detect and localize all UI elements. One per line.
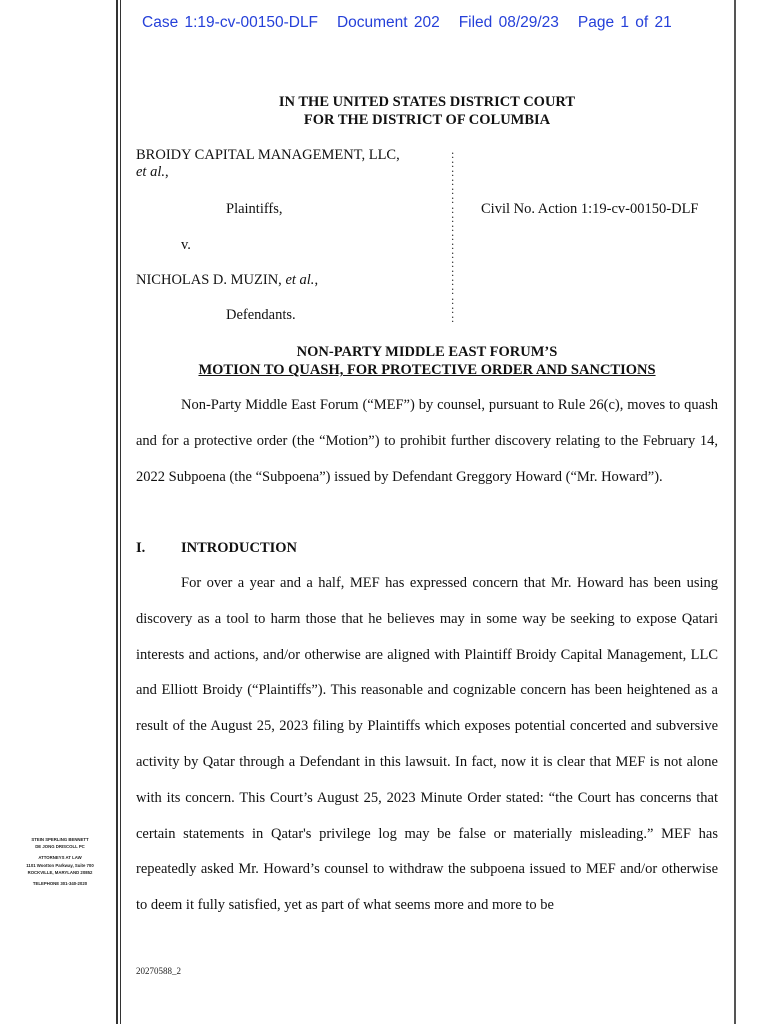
court-name-line2: FOR THE DISTRICT OF COLUMBIA <box>303 112 551 128</box>
versus: v. <box>181 237 191 253</box>
case-number: Case 1:19-cv-00150-DLF <box>142 14 319 31</box>
law-firm-block <box>14 836 106 887</box>
plaintiff-name: BROIDY CAPITAL MANAGEMENT, LLC, <box>136 147 400 163</box>
court-name-line1: IN THE UNITED STATES DISTRICT COURT <box>278 94 576 110</box>
left-margin-rule <box>116 0 118 1024</box>
document-number: Document 202 <box>336 14 440 31</box>
firm-telephone: TELEPHONE 301-340-2020 <box>32 881 88 887</box>
firm-address: 1101 Wootton Parkway, Suite 700 <box>26 862 94 868</box>
firm-name: STEIN SPERLING BENNETT <box>31 837 89 842</box>
left-margin-rule-inner <box>120 0 121 1024</box>
filed-date: Filed 08/29/23 <box>458 14 559 31</box>
defendants-label: Defendants. <box>226 307 296 323</box>
firm-attorneys: ATTORNEYS AT LAW <box>38 855 82 861</box>
plaintiff-et-al: et al., <box>136 164 169 180</box>
motion-title-line2: MOTION TO QUASH, FOR PROTECTIVE ORDER AND SANCTIONS <box>198 362 656 378</box>
firm-name-2: DE JONG DRISCOLL PC <box>35 844 85 850</box>
caption-colon-divider: : : : : : : : : : : : : : : : : : : : <box>451 147 455 325</box>
plaintiffs-label: Plaintiffs, <box>226 201 283 217</box>
page-count: Page 1 of 21 <box>577 14 672 31</box>
firm-city: ROCKVILLE, MARYLAND 20852 <box>27 869 93 875</box>
intro-paragraph: Non-Party Middle East Forum (“MEF”) by counsel, pursuant to Rule 26(c), moves to quash and for a protective order (the “Motion”) to prohibit further discovery relating to the February 14, 2022 Subpoena (the “Subpoena”) issued by Defendant Greggory Howard (“Mr. Howard”). <box>136 397 718 485</box>
civil-action-number: Civil No. Action 1:19-cv-00150-DLF <box>481 201 699 217</box>
defendant-name: NICHOLAS D. MUZIN, et al., <box>136 272 319 288</box>
document-id: 20270588_2 <box>136 966 181 976</box>
section-heading: INTRODUCTION <box>181 540 298 556</box>
right-margin-rule <box>734 0 736 1024</box>
section-number: I. <box>136 540 146 556</box>
body-paragraph: For over a year and a half, MEF has expressed concern that Mr. Howard has been using discovery as a tool to harm those that he believes may in some way be seeking to expose Qatari interests and actions, and/or otherwise are aligned with Plaintiff Broidy Capital Management, LLC and Elliott Broidy (“Plaintiffs”). This reasonable and cognizable concern has been heightened as a result of the August 25, 2023 filing by Plaintiffs which exposes potential concerted and subversive activity by Qatar through a Defendant in this lawsuit. In fact, now it is clear that MEF is not alone with its concern. This Court’s August 25, 2023 Minute Order stated: “the Court has concerns that certain statements in Qatar's privilege log may be false or materially misleading.” MEF has repeatedly asked Mr. Howard’s counsel to withdraw the subpoena issued to MEF and/or otherwise to deem it fully satisfied, yet as part of what seems more and more to be <box>136 575 718 914</box>
ecf-header <box>142 14 672 32</box>
motion-title-line1: NON-PARTY MIDDLE EAST FORUM’S <box>296 344 558 360</box>
